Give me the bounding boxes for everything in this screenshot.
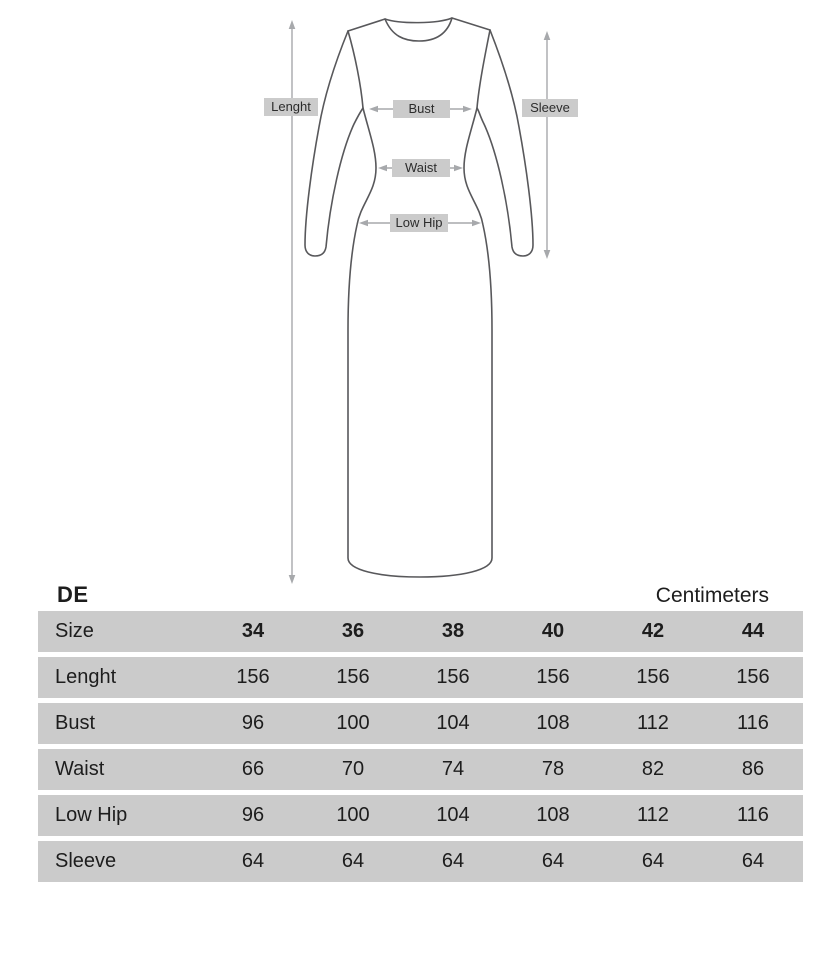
low-hip-measure-label: Low Hip bbox=[390, 214, 448, 232]
table-cell: 38 bbox=[441, 620, 465, 642]
table-cell: 78 bbox=[541, 758, 565, 780]
table-cell: 156 bbox=[436, 666, 470, 688]
right-sleeve bbox=[477, 30, 533, 256]
row-label: Bust bbox=[55, 712, 96, 734]
table-cell: 156 bbox=[336, 666, 370, 688]
table-cell: 100 bbox=[336, 712, 370, 734]
sleeve-measure-label: Sleeve bbox=[522, 99, 578, 117]
table-cell: 100 bbox=[336, 804, 370, 826]
table-cell: 44 bbox=[741, 620, 765, 642]
table-cell: 108 bbox=[536, 804, 570, 826]
table-cell: 82 bbox=[641, 758, 665, 780]
bust-measure-label: Bust bbox=[393, 100, 450, 118]
table-cell: 64 bbox=[641, 850, 665, 872]
table-cell: 74 bbox=[441, 758, 465, 780]
table-cell: 40 bbox=[541, 620, 565, 642]
row-label: Waist bbox=[55, 758, 105, 780]
table-cell: 156 bbox=[636, 666, 670, 688]
sizing-standard-label: DE bbox=[57, 582, 89, 607]
table-cell: 112 bbox=[637, 712, 669, 734]
row-label: Lenght bbox=[55, 666, 117, 688]
table-cell: 96 bbox=[241, 712, 265, 734]
table-cell: 86 bbox=[741, 758, 765, 780]
size-header-row bbox=[38, 611, 803, 652]
table-cell: 112 bbox=[637, 804, 669, 826]
sleeve-arrow-icon bbox=[544, 31, 551, 259]
length-measure-label: Lenght bbox=[264, 98, 318, 116]
row-label: Sleeve bbox=[55, 850, 117, 872]
table-cell: 34 bbox=[241, 620, 265, 642]
units-label: Centimeters bbox=[655, 584, 769, 607]
table-cell: 156 bbox=[236, 666, 270, 688]
table-cell: 156 bbox=[536, 666, 570, 688]
table-cell: 64 bbox=[441, 850, 465, 872]
table-cell: 64 bbox=[341, 850, 365, 872]
table-row-length bbox=[38, 657, 803, 698]
table-cell: 66 bbox=[241, 758, 265, 780]
table-cell: 108 bbox=[536, 712, 570, 734]
table-cell: 64 bbox=[241, 850, 265, 872]
table-cell: 36 bbox=[341, 620, 365, 642]
table-cell: 64 bbox=[541, 850, 565, 872]
table-cell: 116 bbox=[737, 804, 769, 826]
table-row-low-hip bbox=[38, 795, 803, 836]
size-table bbox=[38, 611, 803, 882]
table-cell: 104 bbox=[436, 804, 470, 826]
table-cell: 156 bbox=[736, 666, 770, 688]
table-cell: 96 bbox=[241, 804, 265, 826]
table-cell: 64 bbox=[741, 850, 765, 872]
table-row-sleeve bbox=[38, 841, 803, 882]
table-cell-size: Size bbox=[55, 620, 94, 642]
table-cell: 104 bbox=[436, 712, 470, 734]
left-sleeve bbox=[305, 31, 363, 256]
table-row-bust bbox=[38, 703, 803, 744]
row-label: Low Hip bbox=[55, 804, 128, 826]
table-cell: 70 bbox=[341, 758, 365, 780]
table-title-row bbox=[38, 582, 803, 608]
table-row-waist bbox=[38, 749, 803, 790]
table-cell: 116 bbox=[737, 712, 769, 734]
waist-measure-label: Waist bbox=[392, 159, 450, 177]
table-cell: 42 bbox=[641, 620, 665, 642]
